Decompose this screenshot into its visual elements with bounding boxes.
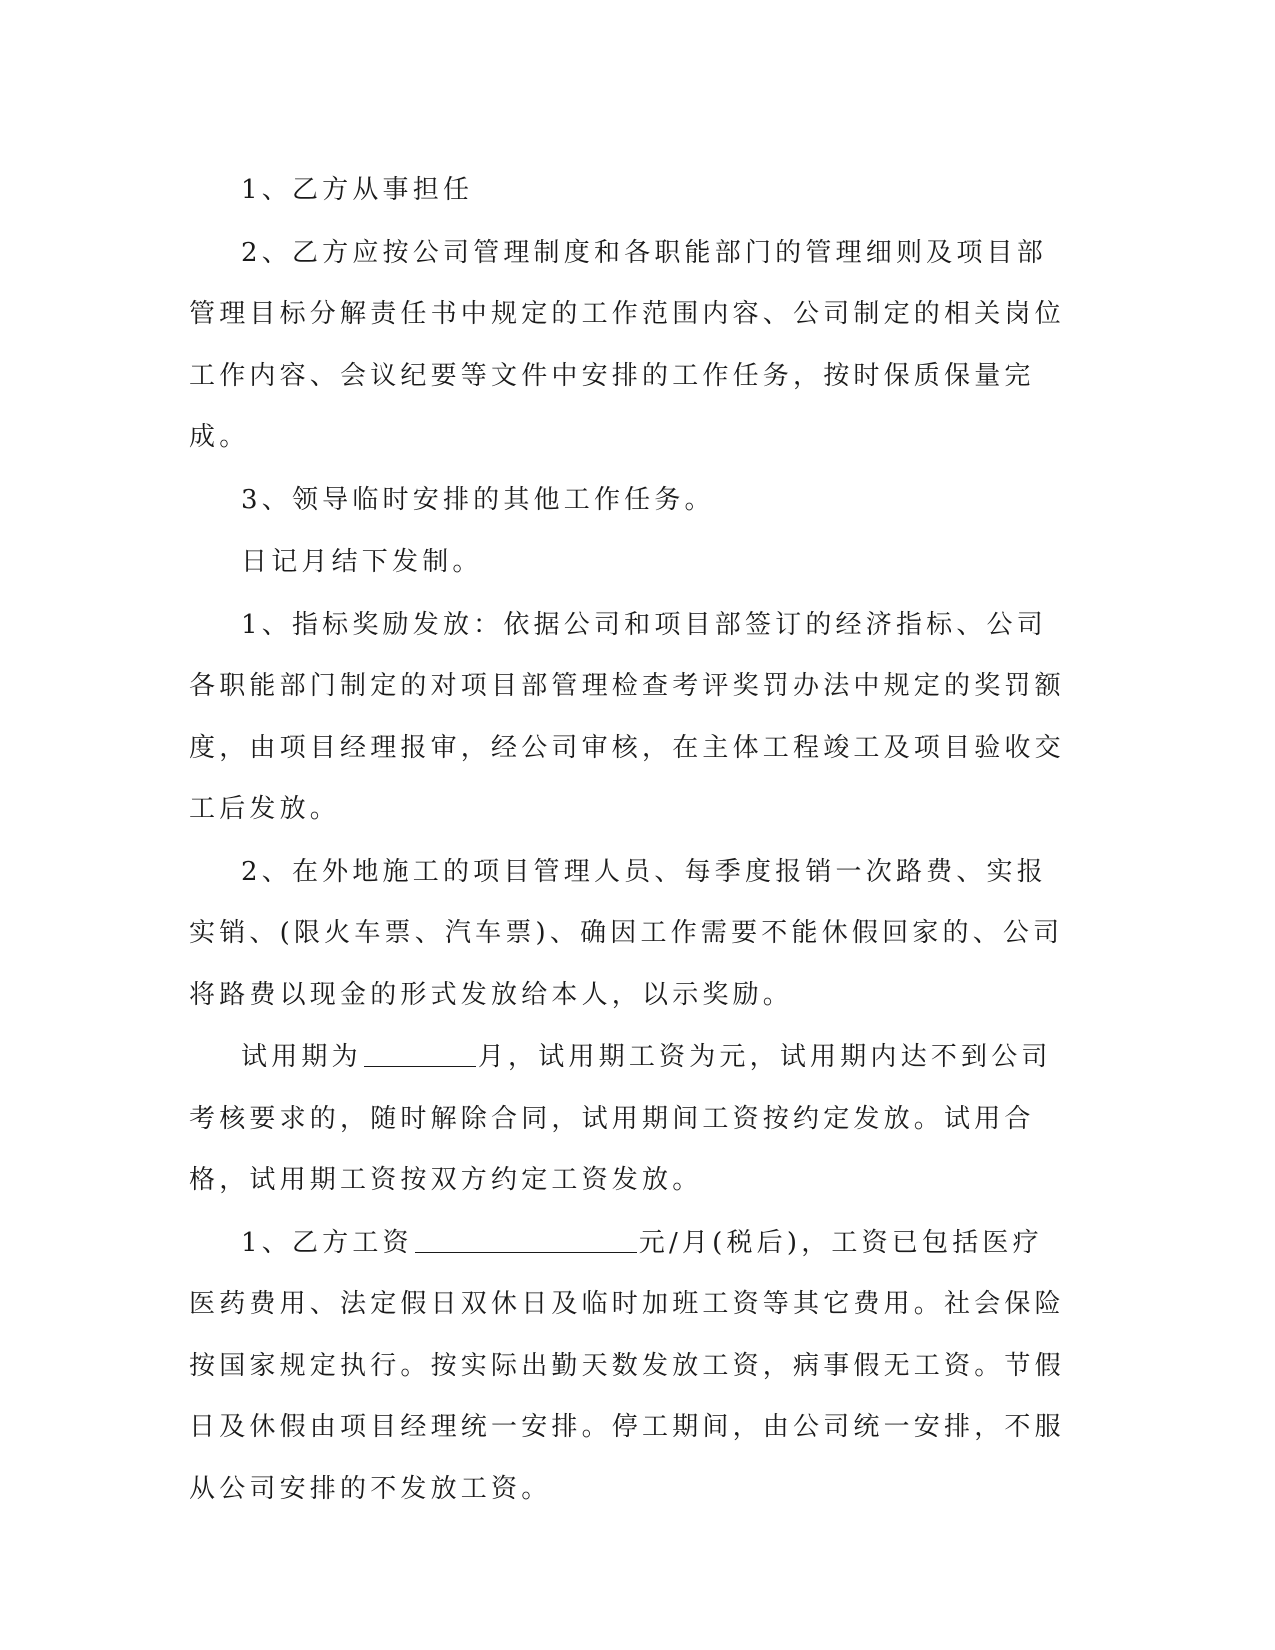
salary-text-before: 1、乙方工资 xyxy=(241,1227,413,1258)
probation-months-blank xyxy=(364,1040,476,1067)
salary-text-after: 元/月(税后)，工资已包括医疗医药费用、法定假日双休日及临时加班工资等其它费用。社会保险按国家规定执行。按实际出勤天数发放工资，病事假无工资。节假日及休假由项目经理统一安排。停工期间，由公司统一安排，不服从公司安排的不发放工资。 xyxy=(189,1227,1065,1504)
paragraph-probation xyxy=(189,1027,1069,1212)
paragraph-duty-position: 1、乙方从事担任 xyxy=(241,175,474,205)
salary-amount-blank xyxy=(415,1226,637,1253)
probation-text-after: 月，试用期工资为元，试用期内达不到公司考核要求的，随时解除合同，试用期间工资按约定发放。试用合格，试用期工资按双方约定工资发放。 xyxy=(189,1042,1052,1195)
paragraph-travel-expense: 2、在外地施工的项目管理人员、每季度报销一次路费、实报实销、(限火车票、汽车票)、确因工作需要不能休假回家的、公司将路费以现金的形式发放给本人，以示奖励。 xyxy=(189,856,1064,1010)
probation-text-before: 试用期为 xyxy=(241,1042,362,1072)
paragraph-salary xyxy=(189,1213,1069,1521)
paragraph-settlement-system: 日记月结下发制。 xyxy=(241,547,483,577)
paragraph-indicator-reward: 1、指标奖励发放：依据公司和项目部签订的经济指标、公司各职能部门制定的对项目部管理检查考评奖罚办法中规定的奖罚额度，由项目经理报审，经公司审核，在主体工程竣工及项目验收交工后发放。 xyxy=(189,609,1065,824)
paragraph-duty-scope: 2、乙方应按公司管理制度和各职能部门的管理细则及项目部管理目标分解责任书中规定的工作范围内容、公司制定的相关岗位工作内容、会议纪要等文件中安排的工作任务，按时保质保量完成。 xyxy=(189,237,1065,452)
paragraph-temporary-tasks: 3、领导临时安排的其他工作任务。 xyxy=(241,484,715,515)
document-body xyxy=(189,160,1069,1521)
